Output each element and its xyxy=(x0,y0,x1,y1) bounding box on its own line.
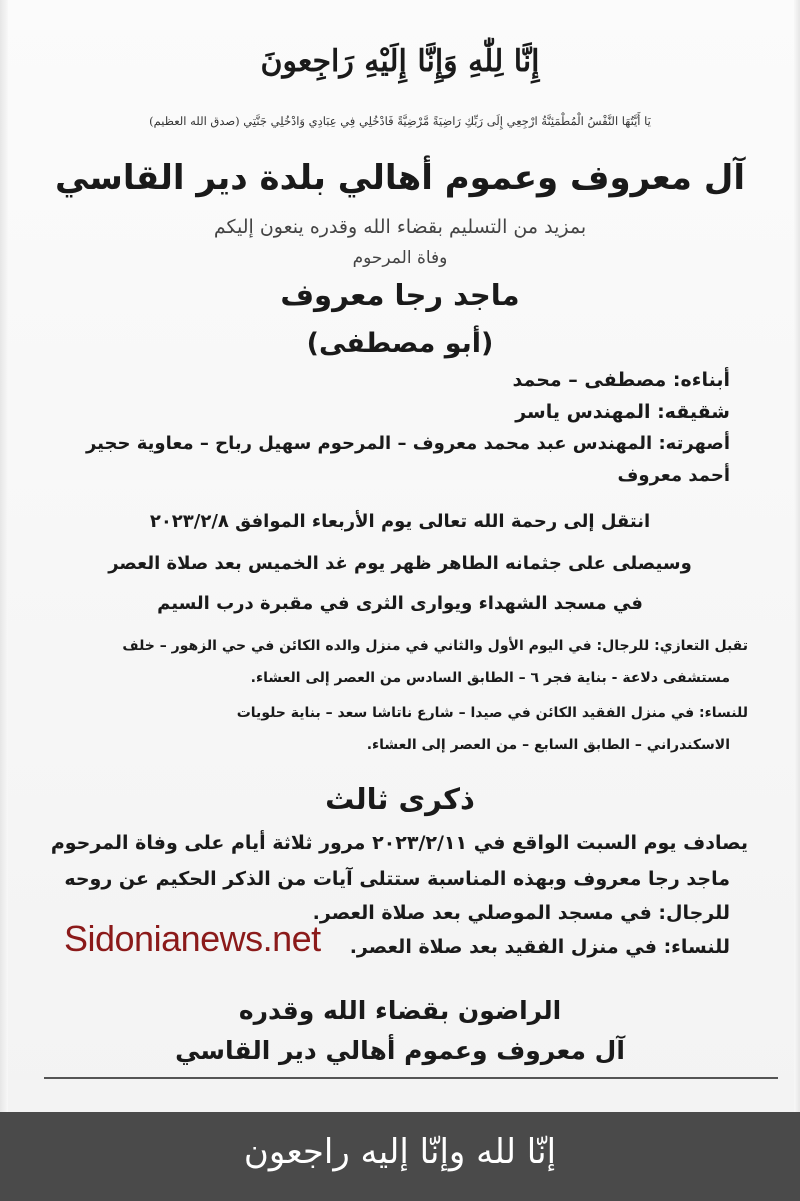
condolences-men-line-2: مستشفى دلاعة - بناية فجر ٦ – الطابق السادس من العصر إلى العشاء. xyxy=(250,670,730,686)
condolences-men-line-1: تقبل التعازي: للرجال: في اليوم الأول والثاني في منزل والده الكائن في حي الزهور – خلف xyxy=(122,638,748,654)
third-day-title: ذكرى ثالث xyxy=(325,782,475,816)
deceased-name: ماجد رجا معروف xyxy=(280,278,520,312)
intro-text: بمزيد من التسليم بقضاء الله وقدره ينعون إليكم xyxy=(213,216,587,238)
in-laws-line-1: أصهرته: المهندس عبد محمد معروف – المرحوم سهيل رباح – معاوية حجير xyxy=(85,433,730,454)
deceased-nickname: (أبو مصطفى) xyxy=(306,328,494,359)
third-day-line-2: ماجد رجا معروف وبهذه المناسبة ستتلى آيات من الذكر الحكيم عن روحه xyxy=(64,868,730,890)
third-day-women: للنساء: في منزل الفقيد بعد صلاة العصر. xyxy=(349,936,730,958)
closing-line-2: آل معروف وعموم أهالي دير القاسي xyxy=(175,1036,625,1065)
third-day-line-1: يصادف يوم السبت الواقع في ٢٠٢٣/٢/١١ مرور ثلاثة أيام على وفاة المرحوم xyxy=(50,832,748,854)
divider-rule xyxy=(44,1077,778,1079)
quran-verse: يَا أَيَّتُهَا النَّفْسُ الْمُطْمَئِنَّةُ ارْجِعِي إِلَى رَبِّكِ رَاضِيَةً مَّرْضِيَّةً فَادْخُلِي فِي عِبَادِي وَادْخُلِي جَنَّتِي (صدق الله العظيم) xyxy=(149,114,651,128)
funeral-line-3: في مسجد الشهداء ويوارى الثرى في مقبرة درب السيم xyxy=(157,593,643,614)
footer-banner xyxy=(0,1112,800,1201)
brother-line: شقيقه: المهندس ياسر xyxy=(515,401,730,423)
footer-text: إنّا لله وإنّا إليه راجعون xyxy=(243,1132,557,1172)
third-day-men: للرجال: في مسجد الموصلي بعد صلاة العصر. xyxy=(312,902,730,924)
condolences-women-line-2: الاسكندراني – الطابق السابع – من العصر إلى العشاء. xyxy=(366,737,730,753)
right-edge-shadow xyxy=(794,0,800,1112)
closing-line-1: الراضون بقضاء الله وقدره xyxy=(238,996,562,1025)
death-of-label: وفاة المرحوم xyxy=(352,248,448,268)
verse-title: إِنَّا لِلّٰهِ وَإِنَّا إِلَيْهِ رَاجِعونَ xyxy=(260,44,540,79)
left-edge-shadow xyxy=(0,0,8,1112)
funeral-line-2: وسيصلى على جثمانه الطاهر ظهر يوم غد الخميس بعد صلاة العصر xyxy=(108,553,692,574)
sidonianews-watermark: Sidonianews.net xyxy=(64,918,321,959)
in-laws-line-2: أحمد معروف xyxy=(617,465,730,486)
family-heading: آل معروف وعموم أهالي بلدة دير القاسي xyxy=(55,158,745,198)
condolences-women-line-1: للنساء: في منزل الفقيد الكائن في صيدا – شارع ناتاشا سعد – بناية حلويات xyxy=(236,705,748,721)
funeral-line-1: انتقل إلى رحمة الله تعالى يوم الأربعاء الموافق ٢٠٢٣/٢/٨ xyxy=(149,511,651,532)
sons-line: أبناءه: مصطفى – محمد xyxy=(512,369,730,391)
